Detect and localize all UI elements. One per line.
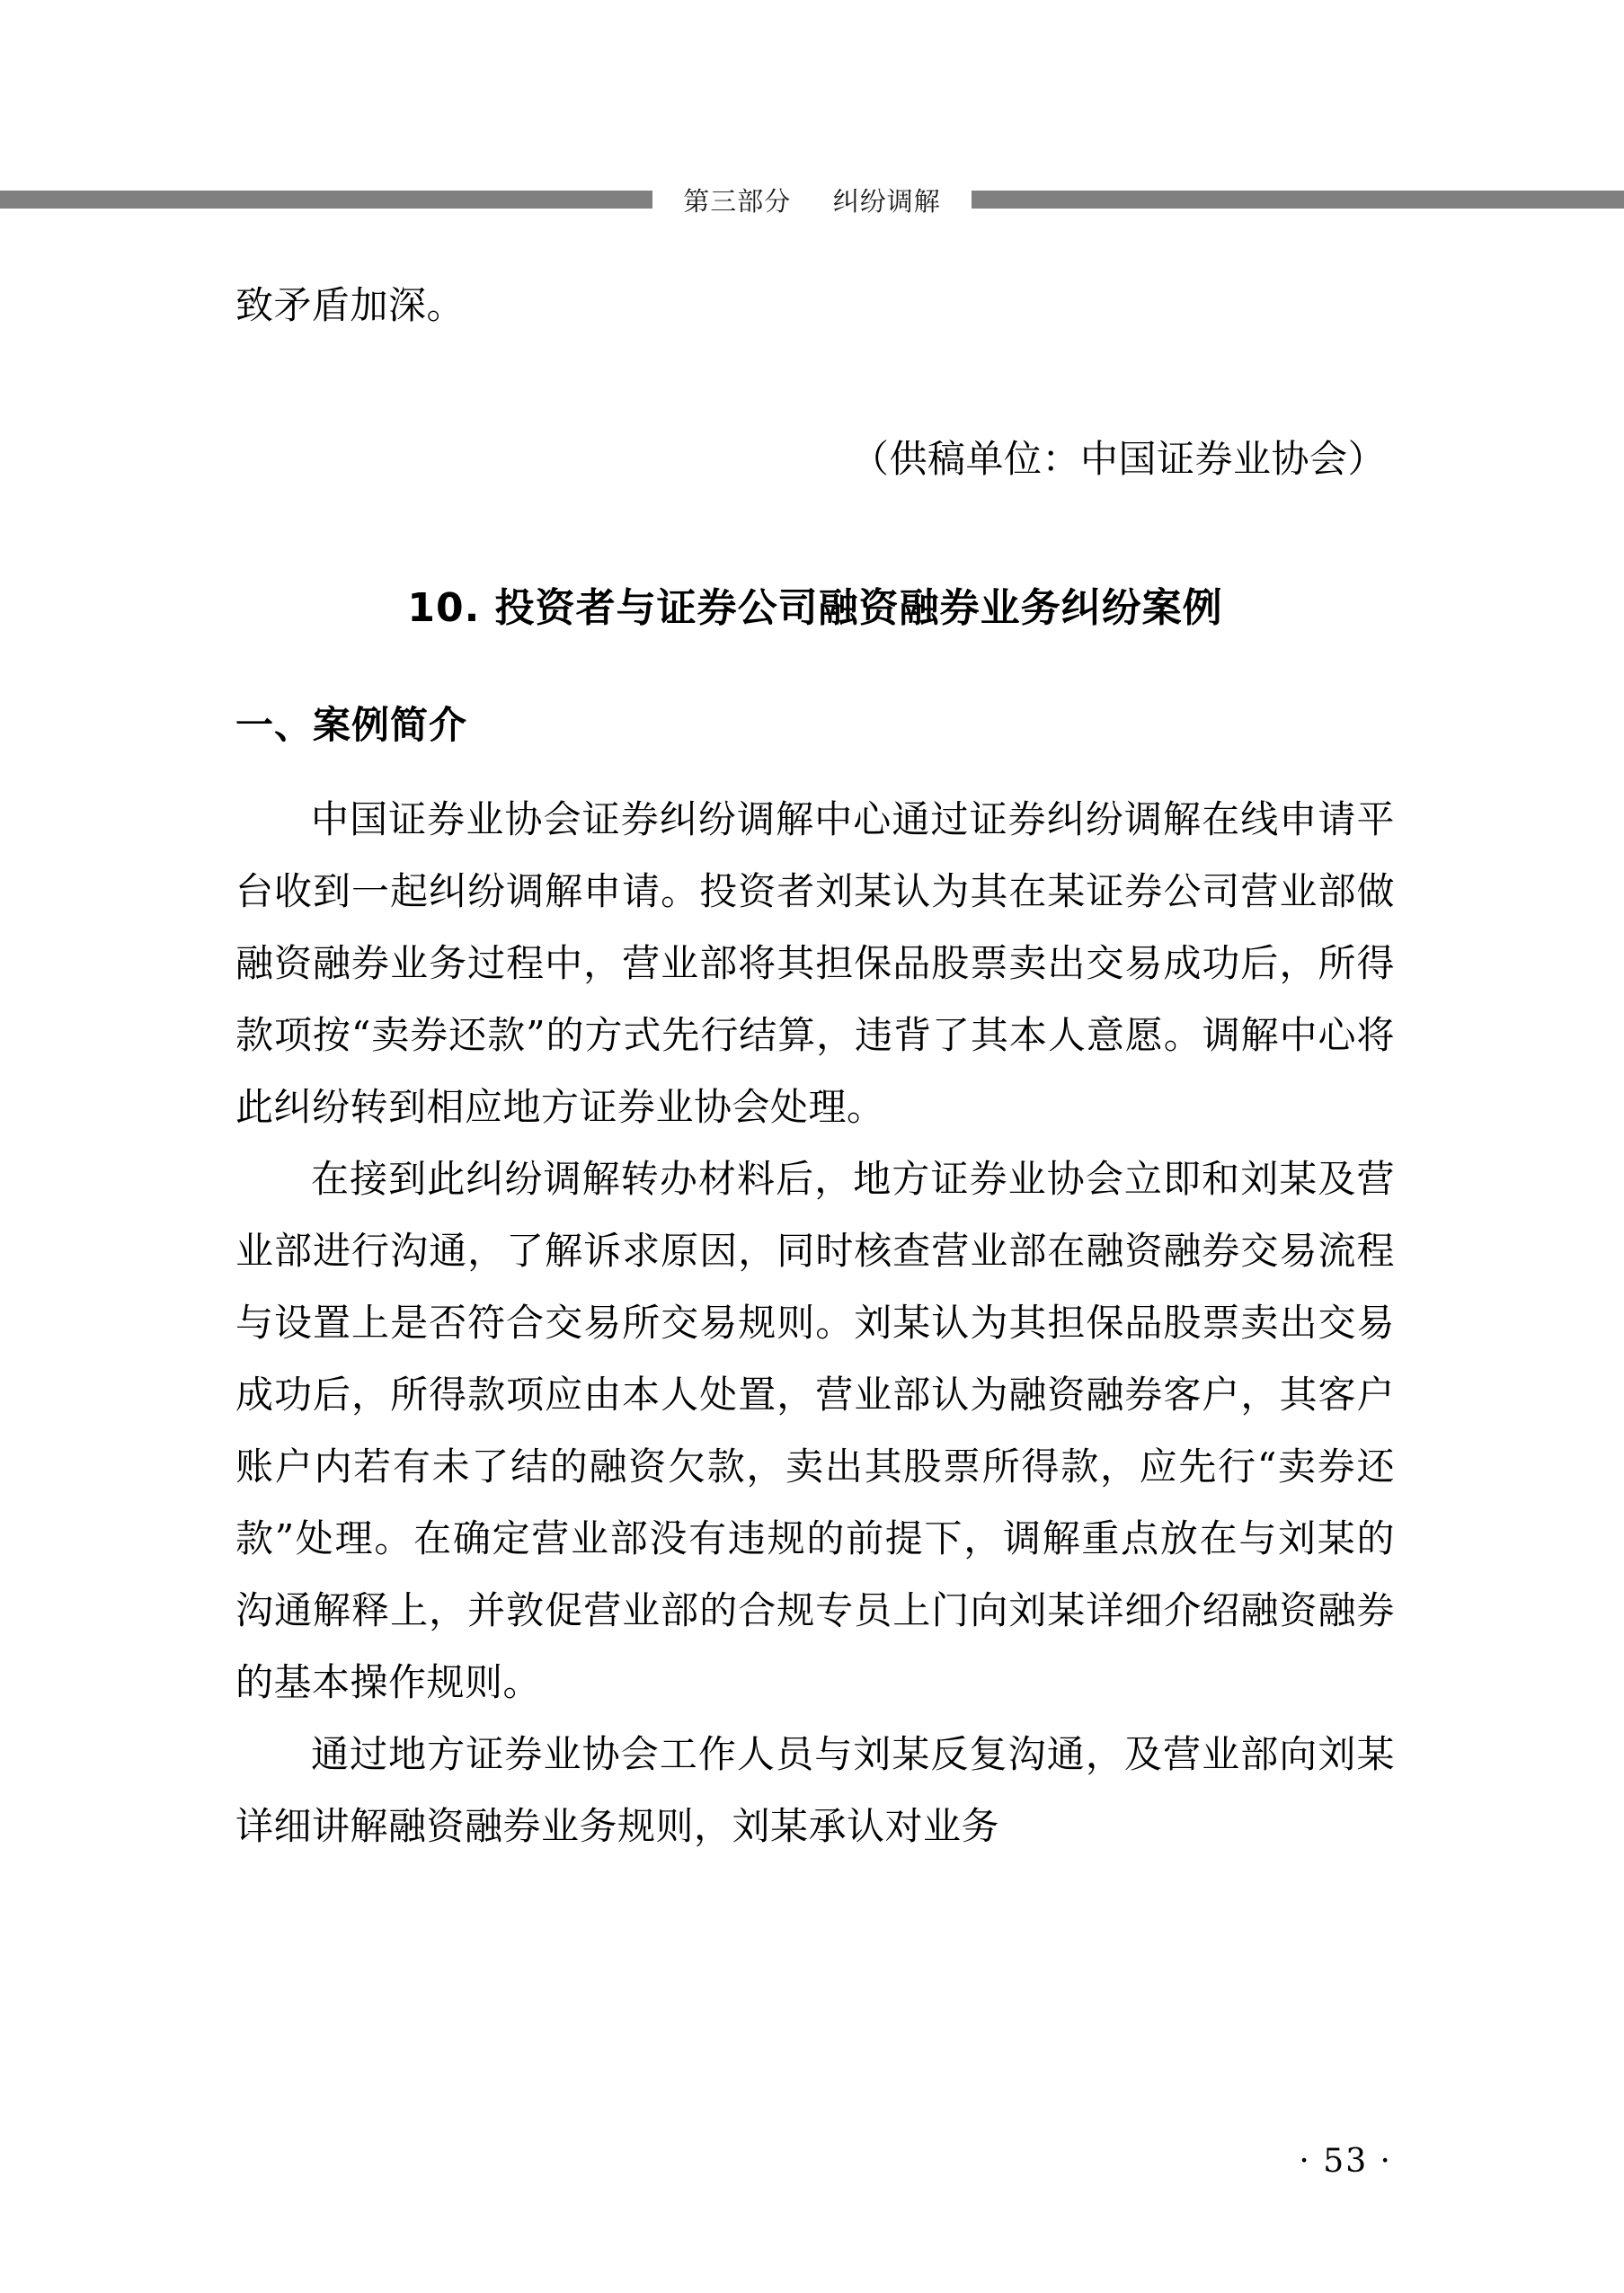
source-credit: （供稿单位：中国证券业协会） — [850, 437, 1386, 481]
header-section-label: 纠纷调解 — [832, 185, 941, 217]
header-title — [652, 182, 971, 218]
header-rule-right — [972, 191, 1624, 209]
spacer-after-case-title — [235, 640, 1395, 694]
spacer-after-subsection-title — [235, 757, 1395, 784]
header-rule-left — [0, 191, 652, 209]
spacer-after-credit — [235, 491, 1395, 577]
continued-paragraph: 致矛盾加深。 — [235, 283, 466, 327]
body-paragraph-2: 在接到此纠纷调解转办材料后，地方证券业协会立即和刘某及营业部进行沟通，了解诉求原因，同时核查营业部在融资融券交易流程与设置上是否符合交易所交易规则。刘某认为其担保品股票卖出交易成功后，所得款项应由本人处置，营业部认为融资融券客户，其客户账户内若有未了结的融资欠款，卖出其股票所得款，应先行“卖券还款”处理。在确定营业部没有违规的前提下，调解重点放在与刘某的沟通解释上，并敦促营业部的合规专员上门向刘某详细介绍融资融券的基本操作规则。 — [235, 1157, 1395, 1704]
body-paragraph-3: 通过地方证券业协会工作人员与刘某反复沟通，及营业部向刘某详细讲解融资融券业务规则，刘某承认对业务 — [235, 1732, 1395, 1848]
running-header — [0, 184, 1624, 215]
header-part-label: 第三部分 — [683, 185, 792, 217]
case-title: 10. 投资者与证券公司融资融券业务纠纷案例 — [407, 585, 1223, 631]
page-number: · 53 · — [1299, 2143, 1392, 2180]
page-content — [235, 270, 1395, 1862]
body-paragraph-1: 中国证券业协会证券纠纷调解中心通过证券纠纷调解在线申请平台收到一起纠纷调解申请。投资者刘某认为其在某证券公司营业部做融资融券业务过程中，营业部将其担保品股票卖出交易成功后，所得款项按“卖券还款”的方式先行结算，违背了其本人意愿。调解中心将此纠纷转到相应地方证券业协会处理。 — [235, 797, 1395, 1129]
spacer-after-continued — [235, 342, 1395, 428]
subsection-title: 一、案例简介 — [235, 703, 468, 747]
